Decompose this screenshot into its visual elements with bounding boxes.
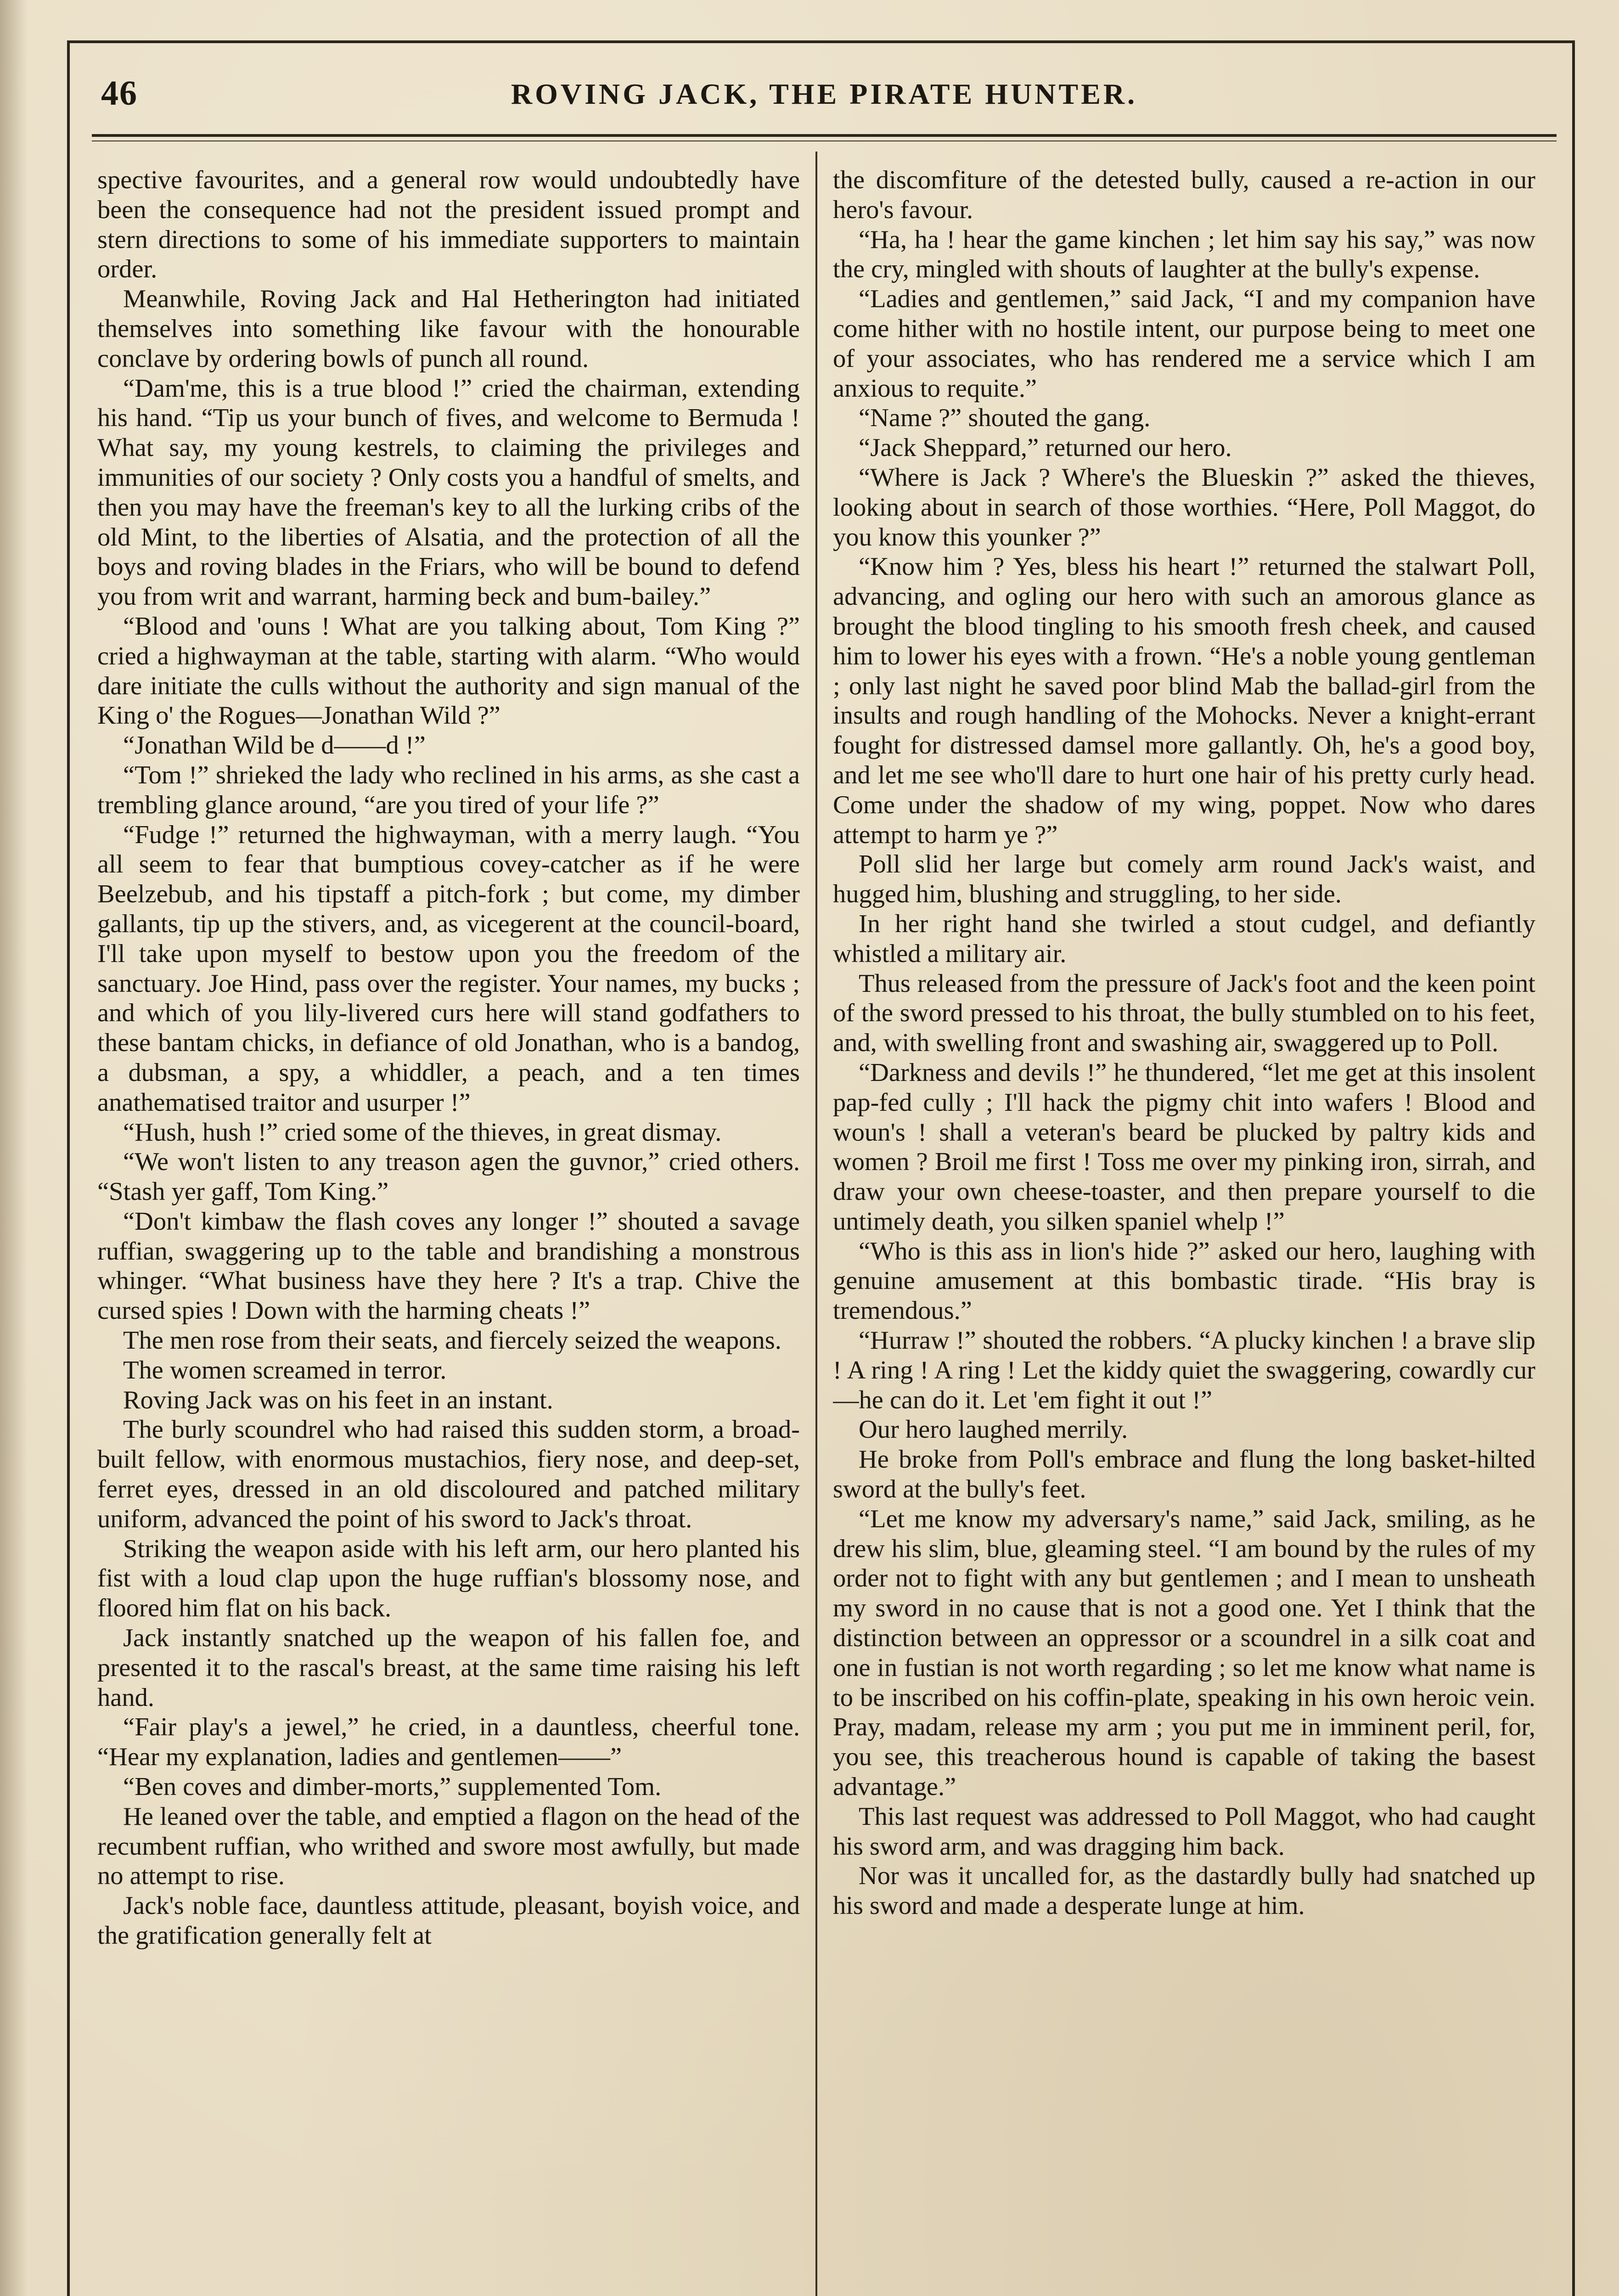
page-header [92,69,1557,124]
paragraph: Nor was it uncalled for, as the dastardly bully had snatched up his sword and made a desperate lunge at him. [833,1862,1535,1920]
paragraph: Jack's noble face, dauntless attitude, pleasant, boyish voice, and the gratification generally felt at [97,1891,800,1950]
paragraph: In her right hand she twirled a stout cudgel, and defiantly whistled a military air. [833,909,1535,968]
paragraph: “Hurraw !” shouted the robbers. “A plucky kinchen ! a brave slip ! A ring ! A ring ! Let the kiddy quiet the swaggering, cowardly cur—he can do it. Let 'em fight it out !” [833,1326,1535,1414]
paragraph: “Let me know my adversary's name,” said Jack, smiling, as he drew his slim, blue, gleaming steel. “I am bound by the rules of my order not to fight with any but gentlemen ; and I mean to unsheath my sword in no cause that is not a good one. Yet I think that the distinction between an oppressor or a scoundrel in a silk coat and one in fustian is not worth regarding ; so let me know what name is to be inscribed on his coffin-plate, speaking in his own heroic vein. Pray, madam, release my arm ; you put me in imminent peril, for, you see, this treacherous hound is capable of taking the basest advantage.” [833,1504,1535,1801]
paragraph: He broke from Poll's embrace and flung the long basket-hilted sword at the bully's feet. [833,1445,1535,1504]
paragraph: Meanwhile, Roving Jack and Hal Hetherington had initiated themselves into something like favour with the honourable conclave by ordering bowls of punch all round. [97,285,800,373]
paragraph: The women screamed in terror. [123,1356,447,1384]
left-column [97,165,800,2296]
paragraph: Thus released from the pressure of Jack's foot and the keen point of the sword pressed to his throat, the bully stumbled on to his feet, and, with swelling front and swashing air, swaggered up to Poll. [833,969,1535,1058]
paragraph: “Where is Jack ? Where's the Blueskin ?” asked the thieves, looking about in search of those worthies. “Here, Poll Maggot, do you know this younker ?” [833,463,1535,551]
paragraph: the discomfiture of the detested bully, caused a re-action in our hero's favour. [833,166,1535,224]
right-column [833,165,1535,2296]
paragraph: spective favourites, and a general row would undoubtedly have been the consequence had not the president issued prompt and stern directions to some of his immediate supporters to maintain order. [97,166,800,284]
paragraph: This last request was addressed to Poll Maggot, who had caught his sword arm, and was dragging him back. [833,1802,1535,1861]
paragraph: The burly scoundrel who had raised this sudden storm, a broad-built fellow, with enormous mustachios, fiery nose, and deep-set, ferret eyes, dressed in an old discoloured and patched military uniform, advanced the point of his sword to Jack's throat. [97,1415,800,1533]
paragraph: “Jonathan Wild be d——d !” [123,731,426,760]
running-head: ROVING JACK, THE PIRATE HUNTER. [511,78,1138,110]
paragraph: “We won't listen to any treason agen the guvnor,” cried others. “Stash yer gaff, Tom King.” [97,1148,800,1206]
paragraph: Jack instantly snatched up the weapon of his fallen foe, and presented it to the rascal's breast, at the same time raising his left hand. [97,1624,800,1712]
paragraph: Striking the weapon aside with his left arm, our hero planted his fist with a loud clap upon the huge ruffian's blossomy nose, and floored him flat on his back. [97,1534,800,1623]
paragraph: “Who is this ass in lion's hide ?” asked our hero, laughing with genuine amusement at this bombastic tirade. “His bray is tremendous.” [833,1237,1535,1325]
binding-shadow [0,0,28,2296]
page-number: 46 [101,74,138,113]
column-divider [815,152,817,2296]
paragraph: The men rose from their seats, and fiercely seized the weapons. [123,1326,781,1355]
paragraph: “Name ?” shouted the gang. [859,404,1151,433]
paragraph: “Ladies and gentlemen,” said Jack, “I and my companion have come hither with no hostile intent, our purpose being to meet one of your associates, who has rendered me a service which I am anxious to requite.” [833,285,1535,403]
paragraph: “Don't kimbaw the flash coves any longer !” shouted a savage ruffian, swaggering up to the table and brandishing a monstrous whinger. “What business have they here ? It's a trap. Chive the cursed spies ! Down with the harming cheats !” [97,1207,800,1325]
paragraph: “Blood and 'ouns ! What are you talking about, Tom King ?” cried a highwayman at the table, starting with alarm. “Who would dare initiate the culls without the authority and sign manual of the King o' the Rogues—Jonathan Wild ?” [97,612,800,730]
paragraph: “Jack Sheppard,” returned our hero. [859,433,1232,462]
paragraph: “Hush, hush !” cried some of the thieves, in great dismay. [123,1118,722,1147]
paragraph: “Fair play's a jewel,” he cried, in a dauntless, cheerful tone. “Hear my explanation, ladies and gentlemen——” [97,1713,800,1772]
paragraph: Poll slid her large but comely arm round Jack's waist, and hugged him, blushing and struggling, to her side. [833,850,1535,909]
paragraph: Our hero laughed merrily. [859,1415,1128,1444]
paragraph: “Ha, ha ! hear the game kinchen ; let him say his say,” was now the cry, mingled with shouts of laughter at the bully's expense. [833,225,1535,284]
paragraph: “Dam'me, this is a true blood !” cried the chairman, extending his hand. “Tip us your bunch of fives, and welcome to Bermuda ! What say, my young kestrels, to claiming the privileges and immunities of our society ? Only costs you a handful of smelts, and then you may have the freeman's key to all the lurking cribs of the old Mint, to the liberties of Alsatia, and the protection of all the boys and roving blades in the Friars, who will be bound to defend you from writ and warrant, harming beck and bum-bailey.” [97,374,800,611]
paragraph: Roving Jack was on his feet in an instant. [123,1385,553,1414]
header-rule [92,134,1557,137]
paragraph: He leaned over the table, and emptied a flagon on the head of the recumbent ruffian, who writhed and swore most awfully, but made no attempt to rise. [97,1802,800,1891]
paragraph: “Ben coves and dimber-morts,” supplemented Tom. [123,1773,662,1801]
paragraph: “Darkness and devils !” he thundered, “let me get at this insolent pap-fed cully ; I'll hack the pigmy chit into wafers ! Blood and woun's ! shall a veteran's beard be plucked by paltry kids and women ? Broil me first ! Toss me over my pinking iron, sirrah, and draw your own cheese-toaster, and then prepare yourself to die untimely death, you silken spaniel whelp !” [833,1058,1535,1236]
paragraph: “Fudge !” returned the highwayman, with a merry laugh. “You all seem to fear that bumptious covey-catcher as if he were Beelzebub, and his tipstaff a pitch-fork ; but come, my dimber gallants, tip up the stivers, and, as vicegerent at the council-board, I'll take upon myself to bestow upon you the freedom of the sanctuary. Joe Hind, pass over the register. Your names, my bucks ; and which of you lily-livered curs here will stand godfathers to these bantam chicks, in defiance of old Jonathan, who is a bandog, a dubsman, a spy, a whiddler, a peach, and a ten times anathematised traitor and usurper !” [97,820,800,1117]
paragraph: “Tom !” shrieked the lady who reclined in his arms, as she cast a trembling glance around, “are you tired of your life ?” [97,760,800,819]
paragraph: “Know him ? Yes, bless his heart !” returned the stalwart Poll, advancing, and ogling our hero with such an amorous glance as brought the blood tingling to his smooth fresh cheek, and caused him to lower his eyes with a frown. “He's a noble young gentleman ; only last night he saved poor blind Mab the ballad-girl from the insults and rough handling of the Mohocks. Never a knight-errant fought for distressed damsel more gallantly. Oh, he's a good boy, and let me see who'll dare to hurt one hair of his pretty curly head. Come under the shadow of my wing, poppet. Now who dares attempt to harm ye ?” [833,552,1535,849]
